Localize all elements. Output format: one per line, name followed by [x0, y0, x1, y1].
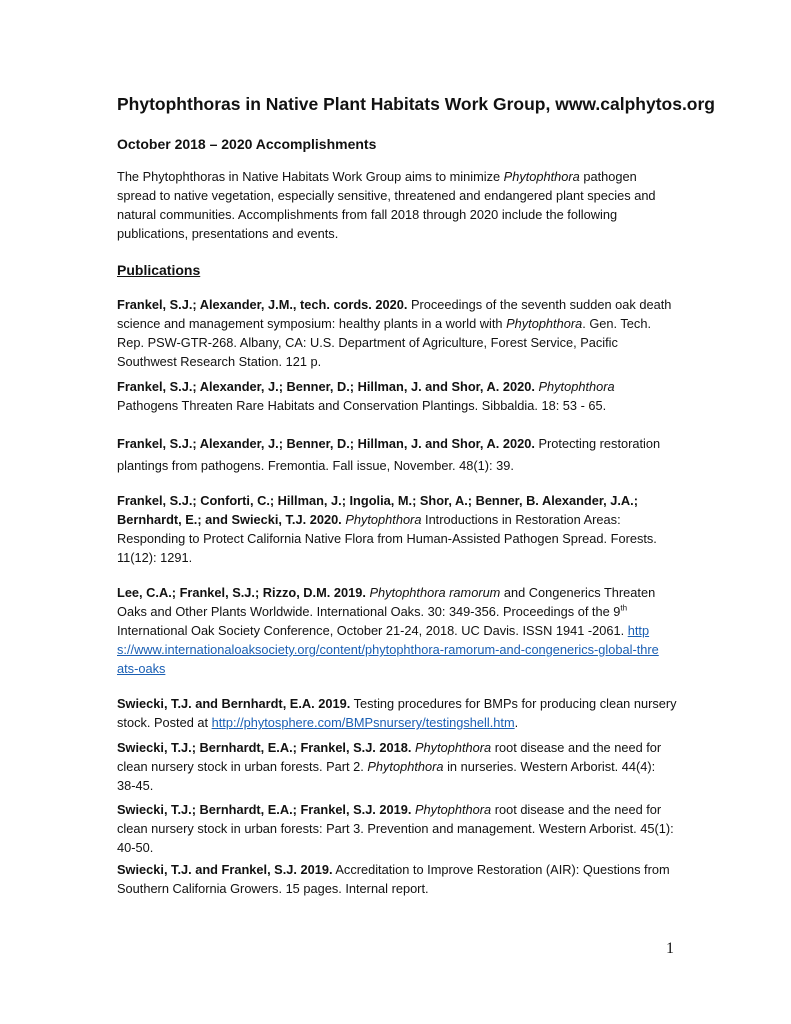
- publication-item: Swiecki, T.J.; Bernhardt, E.A.; Frankel, S.J. 2019. Phytophthora root disease and the need for clean nursery stock in urban forests: Part 3. Prevention and management. Western Arborist. 45(1): 40-50.: [117, 802, 674, 855]
- publication-item: Swiecki, T.J.; Bernhardt, E.A.; Frankel, S.J. 2018. Phytophthora root disease and the need for clean nursery stock in urban forests. Part 2. Phytophthora in nurseries. Western Arborist. 44(4): 38-45.: [117, 740, 662, 793]
- publication-link[interactable]: http://phytosphere.com/BMPsnursery/testingshell.htm: [211, 715, 515, 730]
- publication-item: Frankel, S.J.; Alexander, J.M., tech. cords. 2020. Proceedings of the seventh sudden oak death science and management symposium: healthy plants in a world with Phytophthora. Gen. Tech. Rep. PSW-GTR-268. Albany, CA: U.S. Department of Agriculture, Forest Service, Pacific Southwest Research Station. 121 p.: [117, 297, 672, 369]
- page-subtitle: October 2018 – 2020 Accomplishments: [117, 136, 377, 152]
- publication-item: Frankel, S.J.; Alexander, J.; Benner, D.; Hillman, J. and Shor, A. 2020. Protecting restoration plantings from pathogens. Fremontia. Fall issue, November. 48(1): 39.: [117, 436, 661, 473]
- publication-item: Frankel, S.J.; Conforti, C.; Hillman, J.; Ingolia, M.; Shor, A.; Benner, B. Alexander, J.A.; Bernhardt, E.; and Swiecki, T.J. 2020. Phytophthora Introductions in Restoration Areas: Responding to Protect California Native Flora from Human-Assisted Pathogen Spread. Forests. 11(12): 1291.: [117, 493, 657, 565]
- publication-item: Swiecki, T.J. and Frankel, S.J. 2019. Accreditation to Improve Restoration (AIR): Questions from Southern California Growers. 15 pages. Internal report.: [117, 862, 670, 896]
- page-title: Phytophthoras in Native Plant Habitats Work Group, www.calphytos.org: [117, 94, 715, 114]
- publication-link[interactable]: https://www.internationaloaksociety.org/content/phytophthora-ramorum-and-congenerics-global-threats-oaks: [117, 623, 659, 676]
- publication-item: Swiecki, T.J. and Bernhardt, E.A. 2019. Testing procedures for BMPs for producing clean nursery stock. Posted at http://phytosphere.com/BMPsnursery/testingshell.htm.: [117, 696, 677, 730]
- page-number: 1: [666, 940, 674, 957]
- intro-paragraph: The Phytophthoras in Native Habitats Work Group aims to minimize Phytophthora pathogen spread to native vegetation, especially sensitive, threatened and endangered plant species and natural communities. Accomplishments from fall 2018 through 2020 include the following publications, presentations and events.: [117, 169, 656, 241]
- section-heading-publications: Publications: [117, 262, 201, 278]
- publication-item: Lee, C.A.; Frankel, S.J.; Rizzo, D.M. 2019. Phytophthora ramorum and Congenerics Threaten Oaks and Other Plants Worldwide. International Oaks. 30: 349-356. Proceedings of the 9th International Oak Society Conference, October 21-24, 2018. UC Davis. ISSN 1941 -2061. https://www.internationaloaksociety.org/content/phytophthora-ramorum-and-congenerics-global-threats-oaks: [117, 585, 659, 676]
- publication-item: Frankel, S.J.; Alexander, J.; Benner, D.; Hillman, J. and Shor, A. 2020. Phytophthora Pathogens Threaten Rare Habitats and Conservation Plantings. Sibbaldia. 18: 53 - 65.: [117, 379, 615, 413]
